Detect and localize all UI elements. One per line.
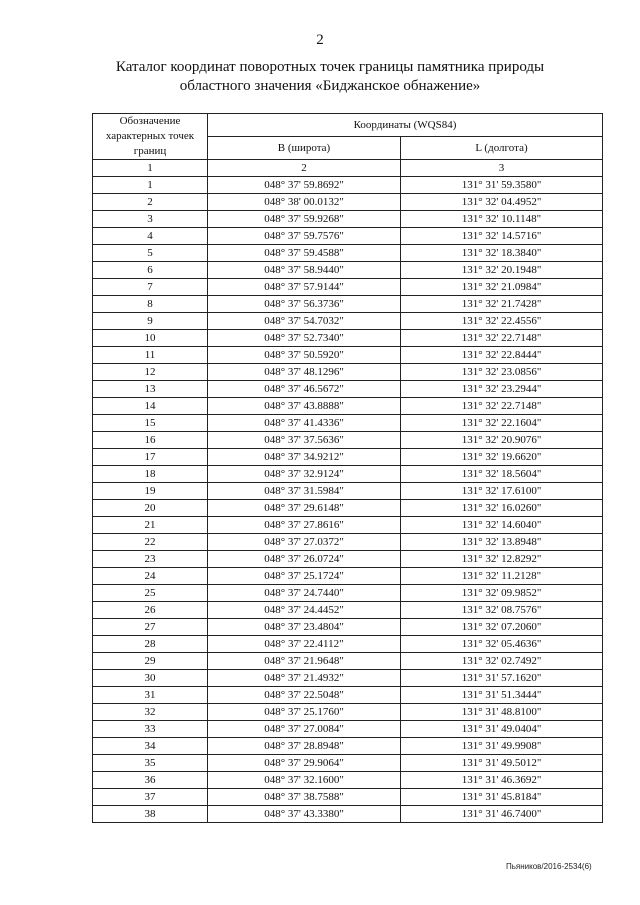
longitude-value: 131° 32' 22.7148" — [401, 398, 603, 415]
table-row — [93, 313, 603, 330]
column-number-row — [93, 160, 603, 177]
point-number: 10 — [93, 330, 208, 347]
table-row — [93, 432, 603, 449]
page-number: 2 — [316, 32, 324, 48]
latitude-value: 048° 37' 22.4112" — [208, 636, 401, 653]
point-number: 12 — [93, 364, 208, 381]
latitude-value: 048° 37' 23.4804" — [208, 619, 401, 636]
point-number: 6 — [93, 262, 208, 279]
longitude-value: 131° 31' 51.3444" — [401, 687, 603, 704]
table-row — [93, 704, 603, 721]
latitude-value: 048° 37' 43.8888" — [208, 398, 401, 415]
latitude-value: 048° 37' 46.5672" — [208, 381, 401, 398]
header-designation: Обозначение характерных точек границ — [93, 114, 208, 160]
point-number: 31 — [93, 687, 208, 704]
longitude-value: 131° 32' 12.8292" — [401, 551, 603, 568]
longitude-value: 131° 32' 10.1148" — [401, 211, 603, 228]
latitude-value: 048° 37' 29.9064" — [208, 755, 401, 772]
table-row — [93, 534, 603, 551]
table-row — [93, 449, 603, 466]
longitude-value: 131° 32' 09.9852" — [401, 585, 603, 602]
table-row — [93, 619, 603, 636]
longitude-value: 131° 32' 17.6100" — [401, 483, 603, 500]
table-row — [93, 228, 603, 245]
latitude-value: 048° 37' 48.1296" — [208, 364, 401, 381]
table-row — [93, 296, 603, 313]
longitude-value: 131° 31' 45.8184" — [401, 789, 603, 806]
point-number: 5 — [93, 245, 208, 262]
point-number: 16 — [93, 432, 208, 449]
latitude-value: 048° 37' 21.9648" — [208, 653, 401, 670]
point-number: 33 — [93, 721, 208, 738]
longitude-value: 131° 32' 23.0856" — [401, 364, 603, 381]
point-number: 8 — [93, 296, 208, 313]
latitude-value: 048° 38' 00.0132" — [208, 194, 401, 211]
table-row — [93, 585, 603, 602]
latitude-value: 048° 37' 59.7576" — [208, 228, 401, 245]
point-number: 34 — [93, 738, 208, 755]
longitude-value: 131° 31' 57.1620" — [401, 670, 603, 687]
latitude-value: 048° 37' 32.1600" — [208, 772, 401, 789]
longitude-value: 131° 32' 16.0260" — [401, 500, 603, 517]
latitude-value: 048° 37' 41.4336" — [208, 415, 401, 432]
longitude-value: 131° 32' 04.4952" — [401, 194, 603, 211]
point-number: 26 — [93, 602, 208, 619]
point-number: 29 — [93, 653, 208, 670]
title-line-1: Каталог координат поворотных точек границы памятника природы — [115, 59, 545, 75]
point-number: 27 — [93, 619, 208, 636]
header-coordinates: Координаты (WQS84) — [208, 114, 603, 137]
longitude-value: 131° 31' 49.5012" — [401, 755, 603, 772]
table-row — [93, 364, 603, 381]
point-number: 3 — [93, 211, 208, 228]
longitude-value: 131° 32' 20.9076" — [401, 432, 603, 449]
latitude-value: 048° 37' 50.5920" — [208, 347, 401, 364]
longitude-value: 131° 32' 14.5716" — [401, 228, 603, 245]
table-row — [93, 806, 603, 823]
table-row — [93, 381, 603, 398]
header-longitude: L (долгота) — [401, 137, 603, 160]
table-row — [93, 211, 603, 228]
longitude-value: 131° 32' 20.1948" — [401, 262, 603, 279]
latitude-value: 048° 37' 59.8692" — [208, 177, 401, 194]
column-number: 2 — [208, 160, 401, 177]
longitude-value: 131° 32' 05.4636" — [401, 636, 603, 653]
latitude-value: 048° 37' 52.7340" — [208, 330, 401, 347]
table-row — [93, 245, 603, 262]
point-number: 1 — [93, 177, 208, 194]
column-number: 3 — [401, 160, 603, 177]
latitude-value: 048° 37' 31.5984" — [208, 483, 401, 500]
latitude-value: 048° 37' 24.7440" — [208, 585, 401, 602]
longitude-value: 131° 32' 18.5604" — [401, 466, 603, 483]
table-row — [93, 636, 603, 653]
longitude-value: 131° 32' 07.2060" — [401, 619, 603, 636]
longitude-value: 131° 32' 23.2944" — [401, 381, 603, 398]
table-row — [93, 500, 603, 517]
point-number: 35 — [93, 755, 208, 772]
point-number: 17 — [93, 449, 208, 466]
point-number: 23 — [93, 551, 208, 568]
longitude-value: 131° 32' 21.0984" — [401, 279, 603, 296]
table-row — [93, 517, 603, 534]
table-row — [93, 568, 603, 585]
longitude-value: 131° 32' 02.7492" — [401, 653, 603, 670]
point-number: 9 — [93, 313, 208, 330]
table-row — [93, 177, 603, 194]
table-row — [93, 687, 603, 704]
table-row — [93, 194, 603, 211]
longitude-value: 131° 31' 48.8100" — [401, 704, 603, 721]
point-number: 38 — [93, 806, 208, 823]
point-number: 36 — [93, 772, 208, 789]
latitude-value: 048° 37' 56.3736" — [208, 296, 401, 313]
longitude-value: 131° 32' 22.8444" — [401, 347, 603, 364]
longitude-value: 131° 31' 49.9908" — [401, 738, 603, 755]
latitude-value: 048° 37' 28.8948" — [208, 738, 401, 755]
table-row — [93, 653, 603, 670]
latitude-value: 048° 37' 27.0084" — [208, 721, 401, 738]
point-number: 19 — [93, 483, 208, 500]
document-code: Пьяников/2016-2534(6) — [506, 862, 592, 871]
latitude-value: 048° 37' 29.6148" — [208, 500, 401, 517]
point-number: 24 — [93, 568, 208, 585]
longitude-value: 131° 32' 22.7148" — [401, 330, 603, 347]
document-title — [90, 58, 570, 96]
latitude-value: 048° 37' 59.4588" — [208, 245, 401, 262]
latitude-value: 048° 37' 32.9124" — [208, 466, 401, 483]
longitude-value: 131° 32' 08.7576" — [401, 602, 603, 619]
table-row — [93, 398, 603, 415]
latitude-value: 048° 37' 22.5048" — [208, 687, 401, 704]
latitude-value: 048° 37' 25.1760" — [208, 704, 401, 721]
latitude-value: 048° 37' 43.3380" — [208, 806, 401, 823]
title-line-2: областного значения «Биджанское обнажение» — [179, 78, 481, 94]
table-row — [93, 755, 603, 772]
point-number: 32 — [93, 704, 208, 721]
point-number: 22 — [93, 534, 208, 551]
latitude-value: 048° 37' 26.0724" — [208, 551, 401, 568]
longitude-value: 131° 32' 22.4556" — [401, 313, 603, 330]
table-row — [93, 262, 603, 279]
latitude-value: 048° 37' 25.1724" — [208, 568, 401, 585]
table-header-row — [93, 114, 603, 137]
table-row — [93, 415, 603, 432]
point-number: 30 — [93, 670, 208, 687]
longitude-value: 131° 32' 19.6620" — [401, 449, 603, 466]
point-number: 20 — [93, 500, 208, 517]
longitude-value: 131° 31' 49.0404" — [401, 721, 603, 738]
table-row — [93, 330, 603, 347]
point-number: 13 — [93, 381, 208, 398]
table-row — [93, 347, 603, 364]
latitude-value: 048° 37' 27.8616" — [208, 517, 401, 534]
latitude-value: 048° 37' 34.9212" — [208, 449, 401, 466]
column-number: 1 — [93, 160, 208, 177]
point-number: 18 — [93, 466, 208, 483]
latitude-value: 048° 37' 58.9440" — [208, 262, 401, 279]
point-number: 21 — [93, 517, 208, 534]
point-number: 37 — [93, 789, 208, 806]
point-number: 15 — [93, 415, 208, 432]
point-number: 2 — [93, 194, 208, 211]
point-number: 7 — [93, 279, 208, 296]
header-latitude: В (широта) — [208, 137, 401, 160]
point-number: 14 — [93, 398, 208, 415]
longitude-value: 131° 32' 11.2128" — [401, 568, 603, 585]
table-row — [93, 772, 603, 789]
latitude-value: 048° 37' 37.5636" — [208, 432, 401, 449]
table-row — [93, 789, 603, 806]
table-row — [93, 466, 603, 483]
table-row — [93, 738, 603, 755]
longitude-value: 131° 31' 59.3580" — [401, 177, 603, 194]
longitude-value: 131° 32' 21.7428" — [401, 296, 603, 313]
point-number: 28 — [93, 636, 208, 653]
table-row — [93, 602, 603, 619]
latitude-value: 048° 37' 21.4932" — [208, 670, 401, 687]
coordinates-table — [92, 113, 603, 823]
longitude-value: 131° 32' 14.6040" — [401, 517, 603, 534]
longitude-value: 131° 32' 22.1604" — [401, 415, 603, 432]
table-row — [93, 551, 603, 568]
point-number: 11 — [93, 347, 208, 364]
longitude-value: 131° 31' 46.3692" — [401, 772, 603, 789]
table-row — [93, 670, 603, 687]
latitude-value: 048° 37' 57.9144" — [208, 279, 401, 296]
table-row — [93, 483, 603, 500]
latitude-value: 048° 37' 24.4452" — [208, 602, 401, 619]
point-number: 25 — [93, 585, 208, 602]
latitude-value: 048° 37' 27.0372" — [208, 534, 401, 551]
latitude-value: 048° 37' 54.7032" — [208, 313, 401, 330]
longitude-value: 131° 32' 13.8948" — [401, 534, 603, 551]
latitude-value: 048° 37' 38.7588" — [208, 789, 401, 806]
point-number: 4 — [93, 228, 208, 245]
latitude-value: 048° 37' 59.9268" — [208, 211, 401, 228]
longitude-value: 131° 32' 18.3840" — [401, 245, 603, 262]
longitude-value: 131° 31' 46.7400" — [401, 806, 603, 823]
table-row — [93, 279, 603, 296]
table-row — [93, 721, 603, 738]
